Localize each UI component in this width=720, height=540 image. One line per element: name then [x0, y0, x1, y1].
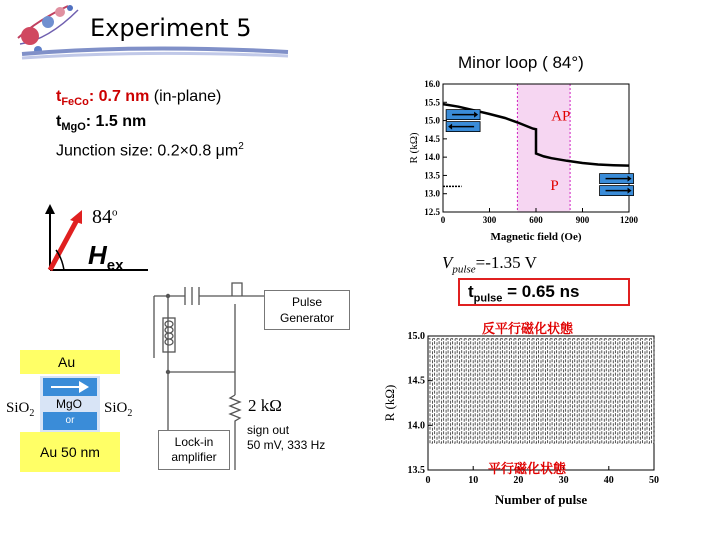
y-tick-label: 13.5: [407, 465, 425, 476]
p-annotation: P: [550, 178, 559, 195]
x-tick-label: 10: [468, 475, 479, 486]
ap-annotation: AP: [551, 108, 571, 125]
y-axis-label: R (kΩ): [408, 132, 420, 164]
x-tick-label: 0: [425, 475, 431, 486]
x-tick-label: 300: [482, 215, 497, 225]
parallel-state-label: 平行磁化状態: [488, 462, 567, 477]
resistor-label: 2 kΩ: [248, 396, 282, 415]
au-top-layer: Au: [20, 350, 120, 374]
slide-title: Experiment 5: [90, 14, 252, 42]
hex-label: $H_{ex}$: [88, 240, 124, 275]
sio2-right-label: SiO$_2$: [104, 400, 133, 419]
x-tick-label: 20: [513, 475, 524, 486]
y-tick-label: 14.0: [407, 420, 425, 432]
y-tick-label: 16.0: [424, 79, 440, 89]
antiparallel-state-label: 反平行磁化状態: [482, 322, 574, 337]
x-tick-label: 30: [558, 475, 569, 486]
magnetization-arrow-icon: [43, 378, 97, 396]
field-highlight-band: [517, 84, 570, 212]
y-tick-label: 14.0: [424, 152, 440, 163]
x-axis-label: Magnetic field (Oe): [490, 231, 582, 243]
lockin-amplifier-box: Lock-in amplifier: [158, 430, 230, 470]
y-tick-label: 15.0: [424, 115, 440, 126]
minor-loop-chart: [405, 76, 645, 254]
au-bottom-layer: Au 50 nm: [20, 432, 120, 472]
pulse-generator-box: Pulse Generator: [264, 290, 350, 330]
sio2-left-label: SiO$_2$: [6, 400, 35, 419]
bottom-ferromagnet-layer: or: [43, 412, 97, 430]
x-tick-label: 40: [603, 475, 614, 486]
top-ferromagnet-layer: [43, 378, 97, 396]
minor-loop-label: Minor loop ( 84°): [458, 53, 584, 72]
signal-out-label: sign out 50 mV, 333 Hz: [247, 423, 326, 452]
y-tick-label: 13.5: [424, 170, 440, 181]
sample-parameters: $t_{FeCo}$: 0.7 nm (in-plane) $t_{MgO}$: 1.5 nm Junction size: 0.2×0.8 $\mu m^2$: [56, 88, 244, 160]
y-tick-label: 15.0: [407, 331, 425, 342]
y-tick-label: 12.5: [424, 207, 440, 217]
y-tick-label: 14.5: [407, 375, 425, 387]
y-tick-label: 15.5: [424, 97, 440, 108]
y-tick-label: 13.0: [424, 188, 440, 199]
field-angle-label: 84$^o$: [92, 206, 118, 228]
switching-trace: [428, 339, 654, 444]
x-tick-label: 900: [575, 215, 590, 225]
x-tick-label: 600: [529, 215, 543, 225]
x-tick-label: 50: [649, 475, 659, 486]
x-axis-label: Number of pulse: [494, 492, 588, 507]
x-tick-label: 0: [440, 215, 446, 225]
y-axis-label: R (kΩ): [382, 384, 397, 422]
pulse-switching-chart: [380, 326, 670, 518]
mgo-label: MgO: [56, 397, 83, 411]
tpulse-box: $t_{pulse} = 0.65$ ns: [458, 278, 630, 306]
y-tick-label: 14.5: [424, 133, 440, 144]
vpulse-label: $V_{pulse}=-1.35$ V: [442, 253, 537, 276]
x-tick-label: 1200: [620, 215, 638, 225]
